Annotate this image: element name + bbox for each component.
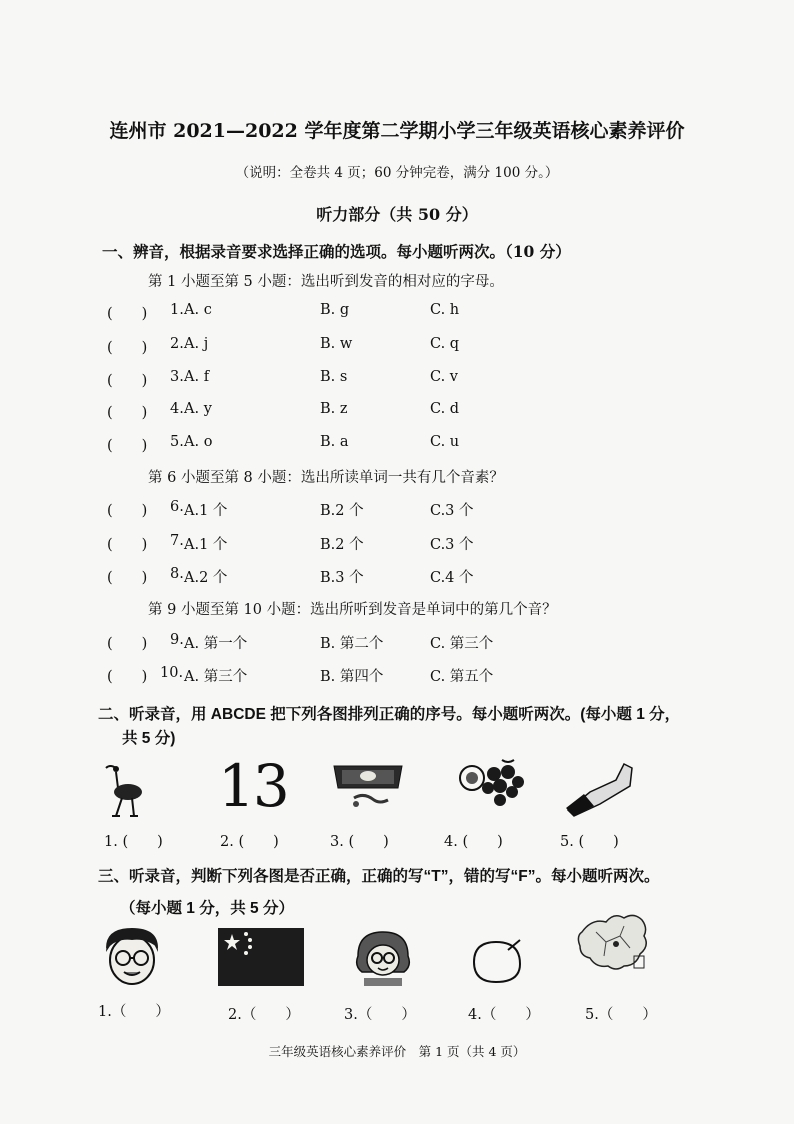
- judge-blank-5[interactable]: 5.（ ）: [585, 1007, 657, 1023]
- answer-blank[interactable]: ( ): [107, 636, 148, 652]
- exam-note: （说明：全卷共 4 页；60 分钟完卷，满分 100 分。）: [235, 165, 559, 181]
- group2-instruction: 第 6 小题至第 8 小题：选出所读单词一共有几个音素？: [148, 470, 504, 486]
- option-c: C. 第三个: [430, 636, 494, 652]
- group1-instruction: 第 1 小题至第 5 小题：选出听到发音的相对应的字母。: [148, 274, 504, 290]
- section2-heading-cont: 共 5 分): [122, 730, 176, 747]
- option-c: C. 第五个: [430, 669, 494, 685]
- answer-blank[interactable]: ( ): [107, 340, 148, 356]
- question-number: 3.: [170, 369, 184, 385]
- question-number: 8.: [170, 566, 184, 582]
- ostrich-picture: [98, 760, 148, 820]
- picture-blank-4[interactable]: 4. ( ): [444, 834, 503, 850]
- answer-blank[interactable]: ( ): [107, 537, 148, 553]
- option-b: B. s: [320, 369, 348, 385]
- exam-title: 连州市 2021—2022 学年度第二学期小学三年级英语核心素养评价: [109, 120, 685, 142]
- china-flag-picture: [218, 928, 304, 986]
- section3-heading-cont: （每小题 1 分，共 5 分）: [120, 900, 294, 917]
- judge-blank-3[interactable]: 3.（ ）: [344, 1007, 416, 1023]
- option-b: B. z: [320, 401, 348, 417]
- option-c: C. h: [430, 302, 460, 318]
- option-a: A. c: [184, 302, 212, 318]
- picture-blank-5[interactable]: 5. ( ): [560, 834, 619, 850]
- question-number: 9.: [170, 632, 184, 648]
- option-b: B.2 个: [320, 537, 364, 553]
- option-a: A. 第一个: [184, 636, 248, 652]
- judge-blank-2[interactable]: 2.（ ）: [228, 1007, 300, 1023]
- option-c: C. q: [430, 336, 460, 352]
- option-a: A. f: [184, 369, 210, 385]
- picture-blank-2[interactable]: 2. ( ): [220, 834, 279, 850]
- china-map-picture: [576, 910, 652, 976]
- picture-blank-1[interactable]: 1. ( ): [104, 834, 163, 850]
- answer-blank[interactable]: ( ): [107, 570, 148, 586]
- option-c: C.3 个: [430, 503, 474, 519]
- leg-picture: [560, 758, 640, 818]
- section2-heading: 二、听录音，用 ABCDE 把下列各图排列正确的序号。每小题听两次。(每小题 1 分，: [98, 706, 681, 723]
- answer-blank[interactable]: ( ): [107, 669, 148, 685]
- option-b: B. g: [320, 302, 350, 318]
- answer-blank[interactable]: ( ): [107, 373, 148, 389]
- page-footer: 三年级英语核心素养评价 第 1 页（共 4 页）: [268, 1044, 526, 1059]
- girl-picture: [350, 928, 416, 988]
- question-number: 2.: [170, 336, 184, 352]
- question-number: 6.: [170, 499, 184, 515]
- option-b: B. a: [320, 434, 349, 450]
- box-picture: [332, 760, 404, 816]
- fruit-outline-picture: [468, 936, 526, 986]
- section3-heading: 三、听录音，判断下列各图是否正确，正确的写“T”，错的写“F”。每小题听两次。: [98, 868, 660, 885]
- listening-part-title: 听力部分（共 50 分）: [316, 205, 478, 224]
- answer-blank[interactable]: ( ): [107, 306, 148, 322]
- option-b: B. 第四个: [320, 669, 384, 685]
- option-a: A.2 个: [184, 570, 228, 586]
- option-c: C. v: [430, 369, 458, 385]
- question-number: 7.: [170, 533, 184, 549]
- option-a: A. y: [184, 401, 212, 417]
- option-a: A. o: [184, 434, 213, 450]
- option-b: B. w: [320, 336, 353, 352]
- group3-instruction: 第 9 小题至第 10 小题：选出所听到发音是单词中的第几个音？: [148, 602, 557, 618]
- section1-heading: 一、辨音，根据录音要求选择正确的选项。每小题听两次。（10 分）: [102, 242, 571, 261]
- question-number: 5.: [170, 434, 184, 450]
- judge-blank-1[interactable]: 1.（ ）: [98, 1004, 170, 1020]
- answer-blank[interactable]: ( ): [107, 438, 148, 454]
- answer-blank[interactable]: ( ): [107, 503, 148, 519]
- option-a: A. j: [184, 336, 209, 352]
- judge-blank-4[interactable]: 4.（ ）: [468, 1007, 540, 1023]
- boy-glasses-picture: [96, 926, 166, 990]
- question-number: 4.: [170, 401, 184, 417]
- answer-blank[interactable]: ( ): [107, 405, 148, 421]
- picture-blank-3[interactable]: 3. ( ): [330, 834, 389, 850]
- option-c: C.4 个: [430, 570, 474, 586]
- option-b: B. 第二个: [320, 636, 384, 652]
- number-13-picture: 13: [218, 752, 288, 820]
- option-c: C. d: [430, 401, 460, 417]
- option-b: B.3 个: [320, 570, 364, 586]
- question-number: 1.: [170, 302, 184, 318]
- grapes-picture: [456, 756, 528, 816]
- option-a: A.1 个: [184, 503, 228, 519]
- option-a: A. 第三个: [184, 669, 248, 685]
- question-number: 10.: [160, 665, 184, 681]
- option-a: A.1 个: [184, 537, 228, 553]
- option-b: B.2 个: [320, 503, 364, 519]
- option-c: C. u: [430, 434, 460, 450]
- option-c: C.3 个: [430, 537, 474, 553]
